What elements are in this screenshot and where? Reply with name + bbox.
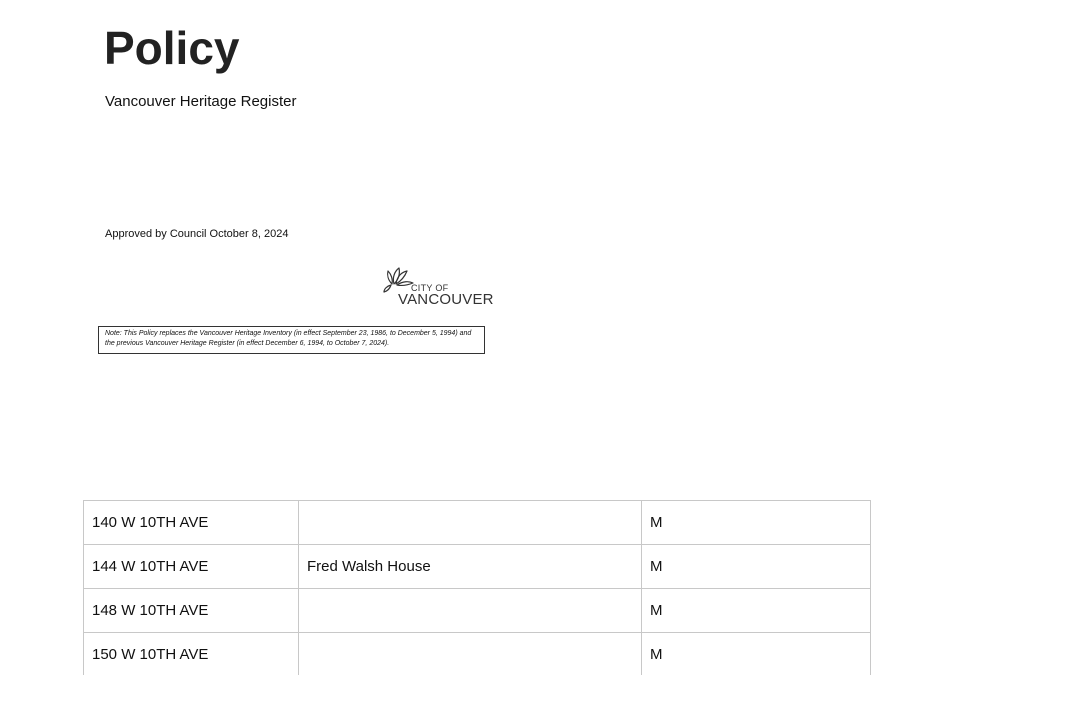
building-name-cell — [299, 633, 642, 676]
table-row — [84, 545, 871, 589]
building-name-cell — [299, 589, 642, 633]
address-cell: 148 W 10TH AVE — [84, 589, 299, 633]
category-cell: M — [642, 589, 871, 633]
page-title: Policy — [104, 22, 240, 74]
table-row — [84, 589, 871, 633]
address-cell: 140 W 10TH AVE — [84, 501, 299, 545]
heritage-register-table — [83, 500, 871, 675]
category-cell: M — [642, 633, 871, 676]
page-subtitle: Vancouver Heritage Register — [105, 93, 297, 110]
city-of-vancouver-logo — [382, 264, 494, 310]
table-row — [84, 633, 871, 676]
building-name-cell: Fred Walsh House — [299, 545, 642, 589]
logo-city-of: CITY OF — [411, 283, 449, 293]
replacement-note: Note: This Policy replaces the Vancouver Heritage Inventory (in effect September 23, 1986, to December 5, 1994) and the previous Vancouver Heritage Register (in effect December 6, 1994, to October 7, 2024). — [98, 326, 485, 354]
address-cell: 144 W 10TH AVE — [84, 545, 299, 589]
category-cell: M — [642, 545, 871, 589]
address-cell: 150 W 10TH AVE — [84, 633, 299, 676]
logo-vancouver: VANCOUVER — [398, 291, 494, 308]
approval-text: Approved by Council October 8, 2024 — [105, 228, 289, 240]
category-cell: M — [642, 501, 871, 545]
building-name-cell — [299, 501, 642, 545]
table-row — [84, 501, 871, 545]
